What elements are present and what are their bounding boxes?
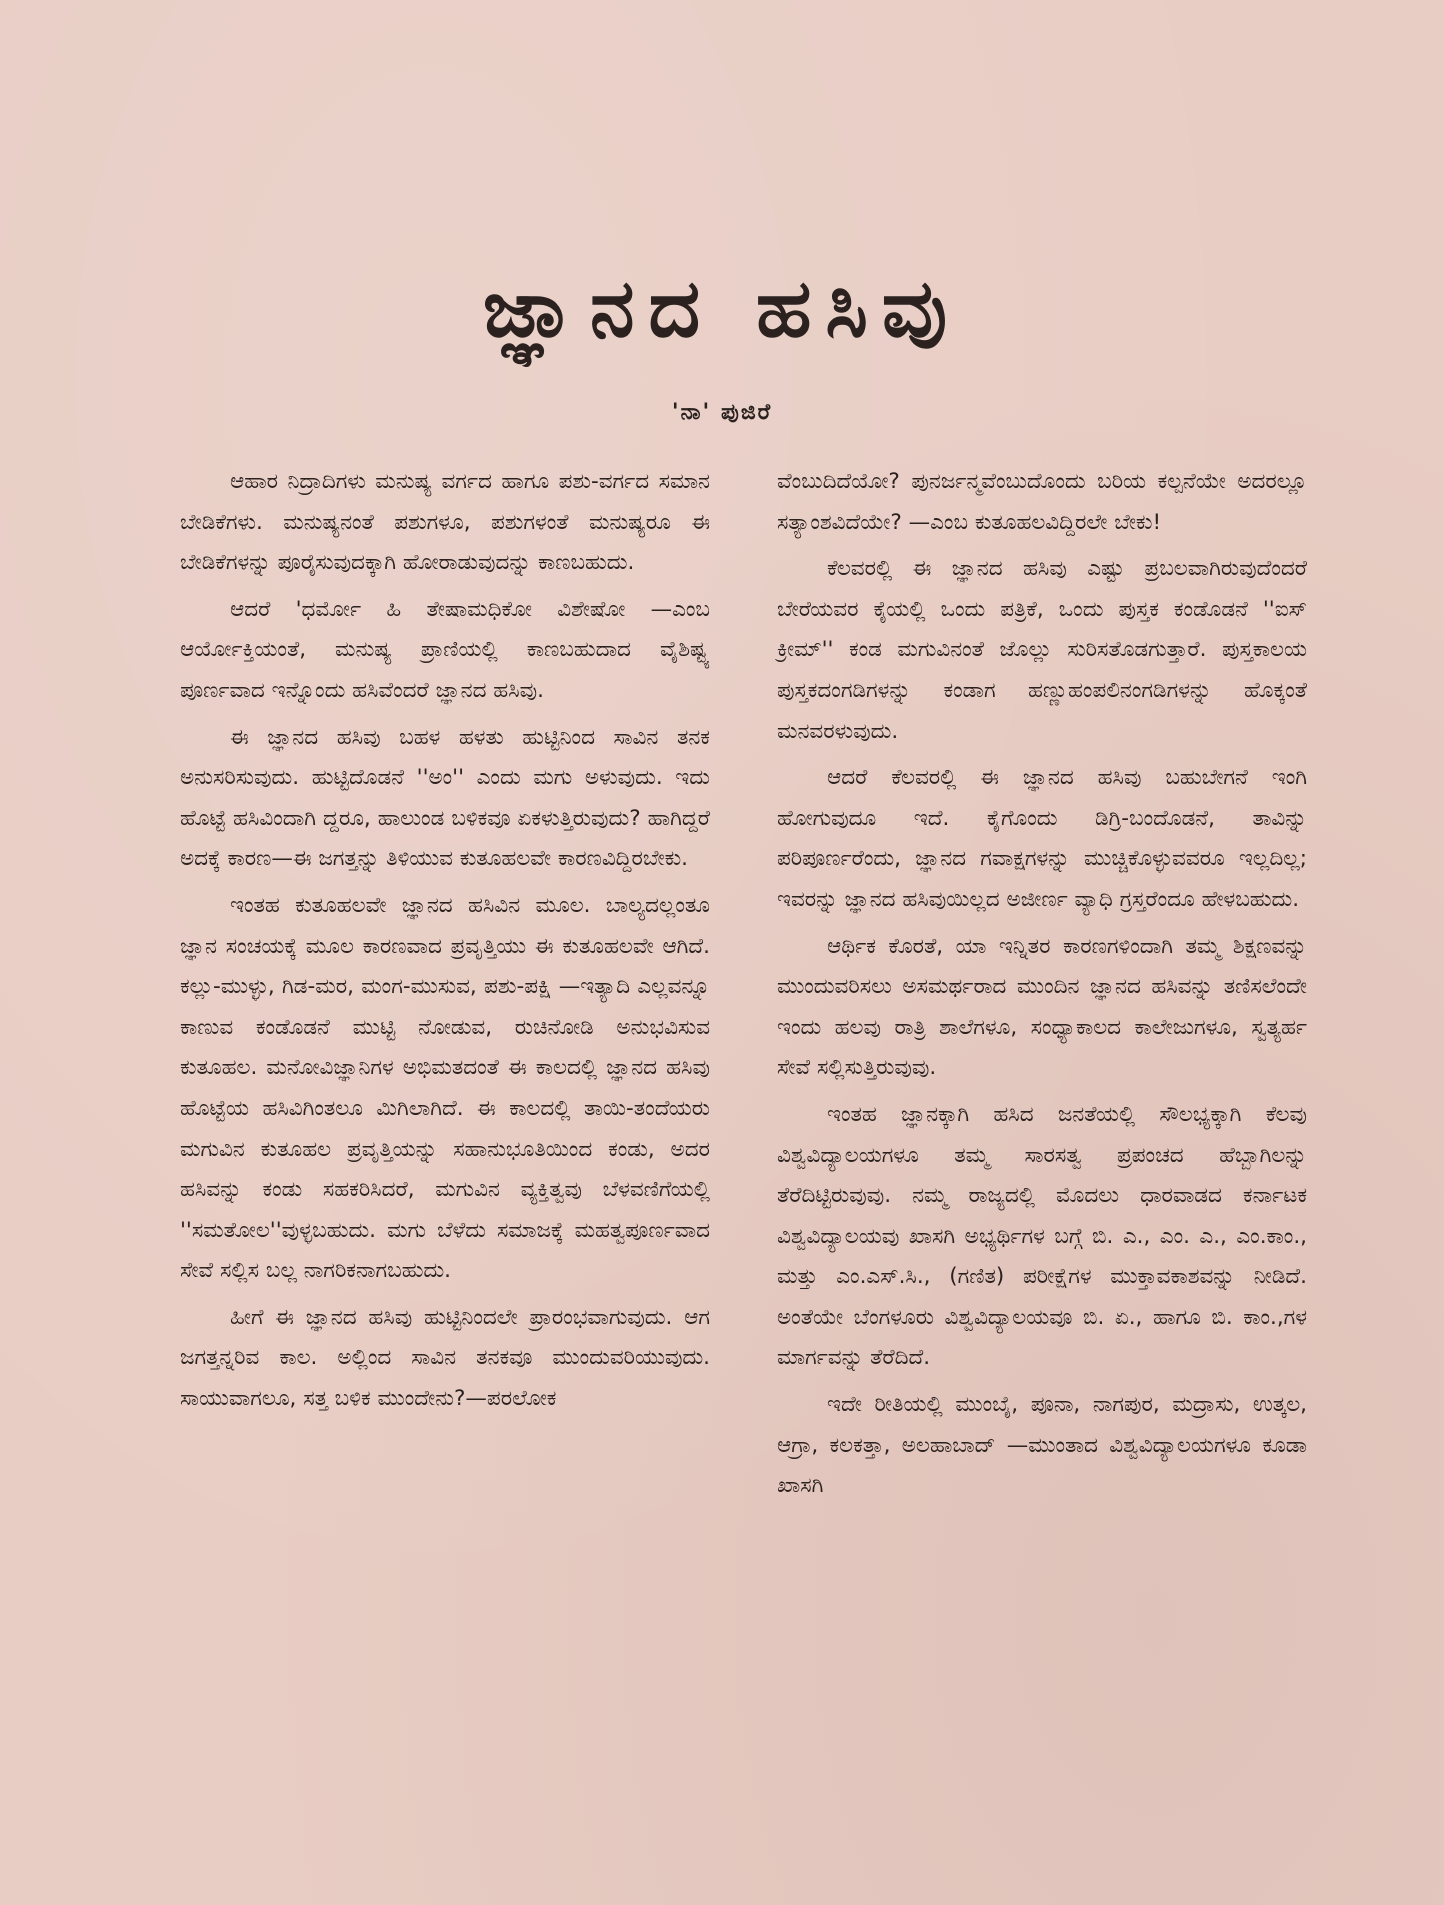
left-column (180, 462, 710, 1426)
paragraph: ಇಂತಹ ಜ್ಞಾನಕ್ಕಾಗಿ ಹಸಿದ ಜನತೆಯಲ್ಲಿ ಸೌಲಭ್ಯಕ್ಕಾಗಿ ಕೆಲವು ವಿಶ್ವವಿದ್ಯಾಲಯಗಳೂ ತಮ್ಮ ಸಾರಸತ್ವ ಪ್ರಪಂಚದ ಹೆಬ್ಬಾಗಿಲನ್ನು ತೆರೆದಿಟ್ಟಿರುವುವು. ನಮ್ಮ ರಾಜ್ಯದಲ್ಲಿ ಮೊದಲು ಧಾರವಾಡದ ಕರ್ನಾಟಕ ವಿಶ್ವವಿದ್ಯಾಲಯವು ಖಾಸಗಿ ಅಭ್ಯರ್ಥಿಗಳ ಬಗ್ಗೆ ಬಿ. ಎ., ಎಂ. ಎ., ಎಂ.ಕಾಂ., ಮತ್ತು ಎಂ.ಎಸ್.ಸಿ., (ಗಣಿತ) ಪರೀಕ್ಷೆಗಳ ಮುಕ್ತಾವಕಾಶವನ್ನು ನೀಡಿದೆ. ಅಂತೆಯೇ ಬೆಂಗಳೂರು ವಿಶ್ವವಿದ್ಯಾಲಯವೂ ಬಿ. ಏ., ಹಾಗೂ ಬಿ. ಕಾಂ.,ಗಳ ಮಾರ್ಗವನ್ನು ತೆರೆದಿದೆ. (777, 1101, 1307, 1371)
paragraph: ಕೆಲವರಲ್ಲಿ ಈ ಜ್ಞಾನದ ಹಸಿವು ಎಷ್ಟು ಪ್ರಬಲವಾಗಿರುವುದೆಂದರೆ ಬೇರೆಯವರ ಕೈಯಲ್ಲಿ ಒಂದು ಪತ್ರಿಕೆ, ಒಂದು ಪುಸ್ತಕ ಕಂಡೊಡನೆ ''ಐಸ್ ಕ್ರೀಮ್'' ಕಂಡ ಮಗುವಿನಂತೆ ಜೊಲ್ಲು ಸುರಿಸತೊಡಗುತ್ತಾರೆ. ಪುಸ್ತಕಾಲಯ ಪುಸ್ತಕದಂಗಡಿಗಳನ್ನು ಕಂಡಾಗ ಹಣ್ಣುಹಂಪಲಿನಂಗಡಿಗಳನ್ನು ಹೊಕ್ಕಂತೆ ಮನವರಳುವುದು. (777, 556, 1307, 744)
paragraph: ಆದರೆ 'ಧರ್ಮೋ ಹಿ ತೇಷಾಮಧಿಕೋ ವಿಶೇಷೋ —ಎಂಬ ಆರ್ಯೋಕ್ತಿಯಂತೆ, ಮನುಷ್ಯ ಪ್ರಾಣಿಯಲ್ಲಿ ಕಾಣಬಹುದಾದ ವೈಶಿಷ್ಟ್ಯ ಪೂರ್ಣವಾದ ಇನ್ನೊಂದು ಹಸಿವೆಂದರೆ ಜ್ಞಾನದ ಹಸಿವು. (180, 596, 710, 703)
paragraph: ಹೀಗೆ ಈ ಜ್ಞಾನದ ಹಸಿವು ಹುಟ್ಟಿನಿಂದಲೇ ಪ್ರಾರಂಭವಾಗುವುದು. ಆಗ ಜಗತ್ತನ್ನರಿವ ಕಾಲ. ಅಲ್ಲಿಂದ ಸಾವಿನ ತನಕವೂ ಮುಂದುವರಿಯುವುದು. ಸಾಯುವಾಗಲೂ, ಸತ್ತ ಬಳಿಕ ಮುಂದೇನು?—ಪರಲೋಕ (180, 1304, 710, 1412)
paragraph: ಈ ಜ್ಞಾನದ ಹಸಿವು ಬಹಳ ಹಳತು ಹುಟ್ಟಿನಿಂದ ಸಾವಿನ ತನಕ ಅನುಸರಿಸುವುದು. ಹುಟ್ಟಿದೊಡನೆ ''ಅಂ'' ಎಂದು ಮಗು ಅಳುವುದು. ಇದು ಹೊಟ್ಟೆ ಹಸಿವಿಂದಾಗಿ ದ್ದರೂ, ಹಾಲುಂಡ ಬಳಿಕವೂ ಏಕಳುತ್ತಿರುವುದು? ಹಾಗಿದ್ದರೆ ಅದಕ್ಕೆ ಕಾರಣ—ಈ ಜಗತ್ತನ್ನು ತಿಳಿಯುವ ಕುತೂಹಲವೇ ಕಾರಣವಿದ್ದಿರಬೇಕು. (180, 724, 710, 872)
paragraph: ಆಹಾರ ನಿದ್ರಾದಿಗಳು ಮನುಷ್ಯ ವರ್ಗದ ಹಾಗೂ ಪಶು-ವರ್ಗದ ಸಮಾನ ಬೇಡಿಕೆಗಳು. ಮನುಷ್ಯನಂತೆ ಪಶುಗಳೂ, ಪಶುಗಳಂತೆ ಮನುಷ್ಯರೂ ಈ ಬೇಡಿಕೆಗಳನ್ನು ಪೂರೈಸುವುದಕ್ಕಾಗಿ ಹೋರಾಡುವುದನ್ನು ಕಾಣಬಹುದು. (180, 469, 710, 576)
author-byline: 'ನಾ' ಪುಜಿರೆ (671, 400, 773, 425)
article-title: ಜ್ಞಾನದ ಹಸಿವು (482, 262, 962, 355)
right-column (777, 462, 1307, 1513)
paragraph-continued: ವೆಂಬುದಿದೆಯೋ? ಪುನರ್ಜನ್ಮವೆಂಬುದೊಂದು ಬರಿಯ ಕಲ್ಪನೆಯೇ ಅದರಲ್ಲೂ ಸತ್ಯಾಂಶವಿದೆಯೇ? —ಎಂಬ ಕುತೂಹಲವಿದ್ದಿರಲೇ ಬೇಕು! (777, 469, 1307, 535)
paragraph: ಇಂತಹ ಕುತೂಹಲವೇ ಜ್ಞಾನದ ಹಸಿವಿನ ಮೂಲ. ಬಾಲ್ಯದಲ್ಲಂತೂ ಜ್ಞಾನ ಸಂಚಯಕ್ಕೆ ಮೂಲ ಕಾರಣವಾದ ಪ್ರವೃತ್ತಿಯು ಈ ಕುತೂಹಲವೇ ಆಗಿದೆ. ಕಲ್ಲು-ಮುಳ್ಳು, ಗಿಡ-ಮರ, ಮಂಗ-ಮುಸುವ, ಪಶು-ಪಕ್ಷಿ —ಇತ್ಯಾದಿ ಎಲ್ಲವನ್ನೂ ಕಾಣುವ ಕಂಡೊಡನೆ ಮುಟ್ಟಿ ನೋಡುವ, ರುಚಿನೋಡಿ ಅನುಭವಿಸುವ ಕುತೂಹಲ. ಮನೋವಿಜ್ಞಾನಿಗಳ ಅಭಿಮತದಂತೆ ಈ ಕಾಲದಲ್ಲಿ ಜ್ಞಾನದ ಹಸಿವು ಹೊಟ್ಟೆಯ ಹಸಿವಿಗಿಂತಲೂ ಮಿಗಿಲಾಗಿದೆ. ಈ ಕಾಲದಲ್ಲಿ ತಾಯಿ-ತಂದೆಯರು ಮಗುವಿನ ಕುತೂಹಲ ಪ್ರವೃತ್ತಿಯನ್ನು ಸಹಾನುಭೂತಿಯಿಂದ ಕಂಡು, ಅದರ ಹಸಿವನ್ನು ಕಂಡು ಸಹಕರಿಸಿದರೆ, ಮಗುವಿನ ವ್ಯಕ್ತಿತ್ವವು ಬೆಳವಣಿಗೆಯಲ್ಲಿ ''ಸಮತೋಲ''ವುಳ್ಳಬಹುದು. ಮಗು ಬೆಳೆದು ಸಮಾಜಕ್ಕೆ ಮಹತ್ವಪೂರ್ಣವಾದ ಸೇವೆ ಸಲ್ಲಿಸ ಬಲ್ಲ ನಾಗರಿಕನಾಗಬಹುದು. (180, 892, 710, 1284)
paragraph: ಇದೇ ರೀತಿಯಲ್ಲಿ ಮುಂಬೈ, ಪೂನಾ, ನಾಗಪುರ, ಮದ್ರಾಸು, ಉತ್ಕಲ, ಆಗ್ರಾ, ಕಲಕತ್ತಾ, ಅಲಹಾಬಾದ್ —ಮುಂತಾದ ವಿಶ್ವವಿದ್ಯಾಲಯಗಳೂ ಕೂಡಾ ಖಾಸಗಿ (777, 1392, 1307, 1499)
paragraph: ಆರ್ಥಿಕ ಕೊರತೆ, ಯಾ ಇನ್ನಿತರ ಕಾರಣಗಳಿಂದಾಗಿ ತಮ್ಮ ಶಿಕ್ಷಣವನ್ನು ಮುಂದುವರಿಸಲು ಅಸಮರ್ಥರಾದ ಮುಂದಿನ ಜ್ಞಾನದ ಹಸಿವನ್ನು ತಣಿಸಲೆಂದೇ ಇಂದು ಹಲವು ರಾತ್ರಿ ಶಾಲೆಗಳೂ, ಸಂಧ್ಯಾಕಾಲದ ಕಾಲೇಜುಗಳೂ, ಸ್ವತ್ಯರ್ಹ ಸೇವೆ ಸಲ್ಲಿಸುತ್ತಿರುವುವು. (777, 933, 1307, 1081)
paragraph: ಆದರೆ ಕೆಲವರಲ್ಲಿ ಈ ಜ್ಞಾನದ ಹಸಿವು ಬಹುಬೇಗನೆ ಇಂಗಿ ಹೋಗುವುದೂ ಇದೆ. ಕೈಗೊಂದು ಡಿಗ್ರಿ-ಬಂದೊಡನೆ, ತಾವಿನ್ನು ಪರಿಪೂರ್ಣರೆಂದು, ಜ್ಞಾನದ ಗವಾಕ್ಷಗಳನ್ನು ಮುಚ್ಚಿಕೊಳ್ಳುವವರೂ ಇಲ್ಲದಿಲ್ಲ; ಇವರನ್ನು ಜ್ಞಾನದ ಹಸಿವುಯಿಲ್ಲದ ಅಜೀರ್ಣ ವ್ಯಾಧಿ ಗ್ರಸ್ತರೆಂದೂ ಹೇಳಬಹುದು. (777, 765, 1307, 912)
